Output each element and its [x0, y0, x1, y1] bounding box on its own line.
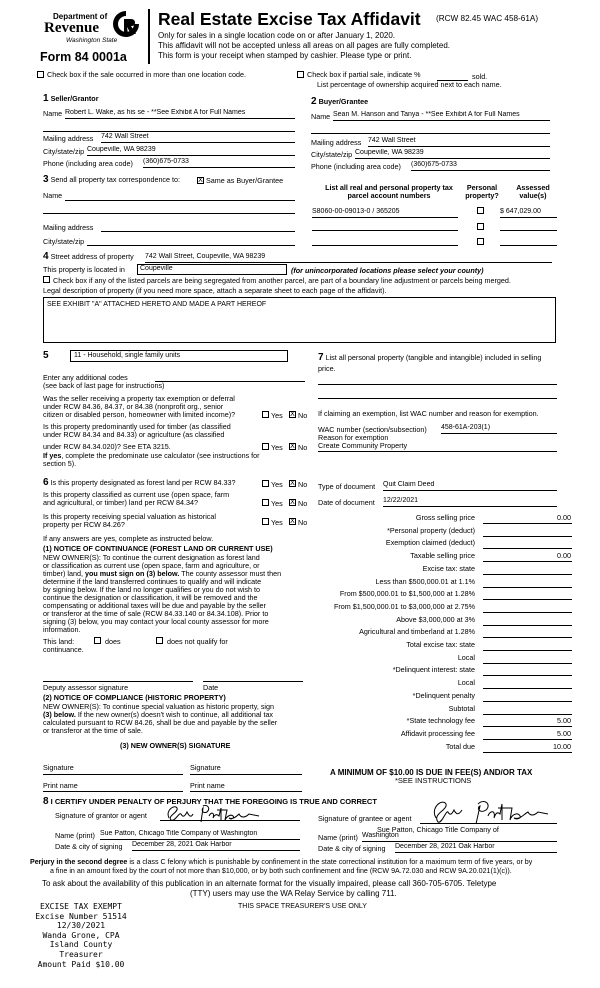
- tax-row-line: [483, 612, 572, 613]
- tax-row-line: [483, 561, 572, 562]
- perjury-line2: a fine in an amount fixed by the court of not more than $10,000, or by both such confinement and fine (RCW 9A.72.030 and RCW 9A.20.021(1)(c)).: [50, 867, 512, 875]
- tax-row-line: [483, 625, 572, 626]
- street-field[interactable]: 742 Wall Street, Coupeville, WA 98239: [145, 253, 552, 263]
- stamp-line5: Island County Treasurer: [49, 940, 113, 959]
- buyer-phone-label: Phone (including area code): [311, 162, 401, 171]
- seller-city-field[interactable]: Coupeville, WA 98239: [87, 146, 295, 156]
- rcw-ref: (RCW 82.45 WAC 458-61A): [436, 14, 539, 23]
- new-owner-sig2-line[interactable]: [190, 774, 302, 775]
- notice1-line6: continue the designation or classification, it will be removed and the: [43, 593, 258, 602]
- doc-date-field[interactable]: 12/22/2021: [383, 497, 557, 507]
- grantee-print-label: Name (print): [318, 833, 358, 842]
- notice1-line5: by signing below. If the land no longer qualifies or you do not wish to: [43, 585, 260, 594]
- q6-3-yes-label: Yes: [271, 518, 283, 527]
- tax-row-value[interactable]: 0.00: [557, 513, 571, 522]
- grantor-print-label: Name (print): [55, 831, 95, 840]
- same-as-checkmark: X: [198, 177, 203, 184]
- q6-2-no-checkbox[interactable]: [289, 499, 296, 506]
- section7-num: 7: [318, 352, 324, 363]
- q6-3-no-label: No: [298, 518, 308, 527]
- new-owner-print1-label: Print name: [43, 781, 78, 790]
- tax-row-line: [483, 650, 572, 651]
- tax-row-label: Affidavit processing fee: [400, 728, 475, 738]
- addl-codes-label: Enter any additional codes: [43, 373, 128, 382]
- section2-num: 2: [311, 96, 317, 107]
- segregated-checkbox[interactable]: [43, 276, 50, 283]
- q6-3-line2: property per RCW 84.26?: [43, 520, 125, 529]
- form-number: Form 84 0001a: [40, 50, 127, 64]
- tax-row-label: Exemption claimed (deduct): [385, 538, 475, 548]
- q5-2-no-mark: X: [290, 443, 295, 450]
- tax-row-label: *Delinquent interest: state: [392, 665, 475, 675]
- seller-mailing-field[interactable]: 742 Wall Street: [101, 133, 295, 143]
- personal-3-checkbox[interactable]: [477, 238, 484, 245]
- q5-2-line2: under RCW 84.34 and 84.33) or agriculture (as classified: [43, 430, 225, 439]
- tax-row-label: Local: [457, 678, 475, 688]
- tax-row-line: [483, 752, 572, 753]
- q6-2-no-label: No: [298, 499, 308, 508]
- notice1-line1: NEW OWNER(S): To continue the current designation as forest land: [43, 553, 260, 562]
- notice1-line7: compensating or additional taxes will be due and payable by the seller: [43, 601, 266, 610]
- stamp-line6: Amount Paid $10.00: [37, 959, 125, 969]
- tax-row-label: From $500,000.01 to $1,500,000 at 1.28%: [339, 589, 475, 599]
- deputy-sig-label: Deputy assessor signature: [43, 683, 129, 692]
- notice2-line1: NEW OWNER(S): To continue special valuation as historic property, sign: [43, 702, 275, 711]
- buyer-name-line2: [311, 133, 550, 134]
- new-owner-print1-line[interactable]: [43, 791, 183, 792]
- wac-label: WAC number (section/subsection): [318, 425, 427, 434]
- tax-row-line: [483, 739, 572, 740]
- notice1-line9: signing (3) below, you may contact your local county assessor for more: [43, 617, 269, 626]
- q5-2-yes-label: Yes: [271, 443, 283, 452]
- tax-row-value[interactable]: 10.00: [553, 741, 571, 751]
- dept-line3: Washington State: [66, 37, 118, 44]
- notice2-line4: or transferor at the time of sale.: [43, 726, 143, 735]
- q6-2-no-mark: X: [290, 499, 295, 506]
- buyer-city-field[interactable]: Coupeville, WA 98239: [355, 149, 550, 159]
- corr-name-line2: [43, 213, 295, 214]
- new-owner-sig1-line[interactable]: [43, 774, 183, 775]
- q5-1-line3: citizen or disabled person, homeowner with limited income)?: [43, 410, 236, 419]
- tax-row-line: [483, 726, 572, 727]
- section1-title: Seller/Grantor: [50, 94, 99, 103]
- assessed-3-line: [500, 245, 557, 246]
- perjury-text1: is a class C felony which is punishable by confinement in the state correctional institution for a maximum term of five years, or by: [127, 858, 533, 866]
- grantee-print-line1: Sue Patton, Chicago Title Company of: [377, 825, 499, 834]
- parcel-2-line: [312, 230, 458, 231]
- header-note2: This affidavit will not be accepted unless all areas on all pages are fully completed.: [158, 41, 451, 50]
- dept-line1: Department of: [53, 12, 108, 21]
- buyer-name-field[interactable]: Sean M. Hanson and Tanya - **See Exhibit A for Full Names: [333, 111, 550, 121]
- addl-codes-label2: (see back of last page for instructions): [43, 381, 165, 390]
- notice1-title: (1) NOTICE OF CONTINUANCE (FOREST LAND OR CURRENT USE): [43, 544, 273, 553]
- legal-label: Legal description of property (if you need more space, attach a separate sheet to each page of the affidavit).: [43, 286, 387, 295]
- seller-city-label: City/state/zip: [43, 147, 85, 156]
- tax-row-label: Gross selling price: [415, 513, 475, 522]
- section1-heading: [43, 93, 99, 105]
- q6-1-yes-checkbox[interactable]: [262, 480, 269, 487]
- partial-sale-label: Check box if partial sale, indicate %: [307, 70, 421, 79]
- segregated-label: Check box if any of the listed parcels are being segregated from another parcel, are part of a boundary line adjustment or parcels being merged.: [53, 276, 511, 285]
- section3-heading: [43, 174, 180, 186]
- grantee-date-field[interactable]: December 28, 2021 Oak Harbor: [395, 843, 557, 853]
- buyer-city-label: City/state/zip: [311, 150, 353, 159]
- assessed-2-line: [500, 230, 557, 231]
- partial-sale-checkbox[interactable]: [297, 71, 304, 78]
- section5-num: 5: [43, 350, 49, 361]
- addl-codes-line: [155, 381, 305, 382]
- any-yes-note: If any answers are yes, complete as instructed below.: [43, 534, 214, 543]
- tax-row-line: [483, 675, 572, 676]
- seller-name-label: Name: [43, 109, 63, 118]
- tax-row-label: Total due: [445, 741, 475, 751]
- buyer-name-label: Name: [311, 112, 331, 121]
- q5-1-no-label: No: [298, 411, 308, 420]
- doc-date-label: Date of document: [318, 498, 375, 507]
- corr-mailing-label: Mailing address: [43, 223, 94, 232]
- header-divider: [148, 9, 150, 64]
- deputy-date-label: Date: [203, 683, 219, 692]
- does-label: does: [105, 637, 121, 646]
- corr-mailing-line: [101, 231, 295, 232]
- alt-format-line2: (TTY) users may use the WA Relay Service by calling 711.: [190, 889, 397, 898]
- q6-3-no-mark: X: [290, 518, 295, 525]
- grantor-date-label: Date & city of signing: [55, 842, 123, 851]
- q6-2-line2: and agricultural, or timber) land per RCW 84.34?: [43, 498, 199, 507]
- assessed-col-header: Assessed value(s): [516, 183, 550, 201]
- notice2-line2: (3) below. If the new owner(s) doesn't wish to continue, all additional tax: [43, 710, 274, 719]
- tax-row-label: Total excise tax: state: [406, 640, 475, 649]
- land-use-code-select[interactable]: 11 - Household, single family units: [70, 350, 288, 362]
- tax-row-label: Above $3,000,000 at 3%: [396, 614, 475, 624]
- q5-2-line1: Is this property predominantly used for timber (as classified: [43, 422, 231, 431]
- wac-field[interactable]: 458-61A-203(1): [441, 424, 557, 434]
- buyer-mailing-label: Mailing address: [311, 138, 362, 147]
- tax-row-line: [483, 637, 572, 638]
- section7-heading: [318, 352, 541, 364]
- q6-1-text: Is this property designated as forest land per RCW 84.33?: [50, 478, 236, 487]
- tax-row-line: [483, 714, 572, 715]
- q6-1-yes-label: Yes: [271, 480, 283, 489]
- continuance-label: continuance.: [43, 645, 84, 654]
- tax-row-label: Less than $500,000.01 at 1.1%: [375, 576, 475, 586]
- parcel-1-field[interactable]: S8060-00-09013-0 / 365205: [312, 208, 458, 218]
- grantee-print-field[interactable]: Washington: [362, 832, 557, 842]
- see-instructions-note: *SEE INSTRUCTIONS: [395, 776, 472, 785]
- section6-heading: [43, 477, 236, 489]
- section1-num: 1: [43, 93, 49, 104]
- multi-location-checkbox[interactable]: [37, 71, 44, 78]
- dept-line2: Revenue: [44, 20, 99, 36]
- assessed-1-field[interactable]: $ 647,029.00: [500, 208, 557, 218]
- legal-description-field[interactable]: SEE EXHIBIT "A" ATTACHED HERETO AND MADE A PART HEREOF: [43, 297, 556, 343]
- tax-row-label: Local: [457, 652, 475, 662]
- deputy-date-line[interactable]: [203, 681, 303, 682]
- q6-3-yes-checkbox[interactable]: [262, 518, 269, 525]
- perjury-bold: Perjury in the second degree: [30, 858, 128, 866]
- notice1-line4: determine if the land transferred continues to qualify and will indicate: [43, 577, 262, 586]
- section6-num: 6: [43, 477, 49, 488]
- q5-1-line1: Was the seller receiving a property tax exemption or deferral: [43, 394, 235, 403]
- notice2-title: (2) NOTICE OF COMPLIANCE (HISTORIC PROPERTY): [43, 693, 226, 702]
- q5-2-note1: If yes, complete the predominate use calculator (see instructions for: [43, 451, 260, 460]
- located-label: This property is located in: [43, 265, 125, 274]
- sig-grantee-label: Signature of grantee or agent: [318, 814, 412, 823]
- seller-name-line2: [43, 131, 295, 132]
- q5-2-line3: under RCW 84.34.020)? See ETA 3215.: [43, 442, 171, 451]
- personal-2-checkbox[interactable]: [477, 223, 484, 230]
- q5-2-no-label: No: [298, 443, 308, 452]
- buyer-mailing-field[interactable]: 742 Wall Street: [368, 137, 550, 147]
- seller-name-field[interactable]: Robert L. Wake, as his se - **See Exhibit A for Full Names: [65, 109, 295, 119]
- dor-logo-icon: [110, 9, 142, 39]
- section8-num: 8: [43, 796, 49, 807]
- this-land-label: This land:: [43, 637, 75, 646]
- certify-text: I CERTIFY UNDER PENALTY OF PERJURY THAT THE FOREGOING IS TRUE AND CORRECT: [50, 797, 377, 806]
- notice1-line3: timber) land, you must sign on (3) below. The county assessor must then: [43, 569, 282, 578]
- tax-row-line: [483, 574, 572, 575]
- notice1-line8: or transferor at the time of sale (RCW 84.33.140 or 84.34.108). Prior to: [43, 609, 269, 618]
- header-note1: Only for sales in a single location code on or after January 1, 2020.: [158, 31, 396, 40]
- q5-1-line2: under RCW 84.36, 84.37, or 84.38 (nonprofit org., senior: [43, 402, 224, 411]
- list-pct-note: List percentage of ownership acquired next to each name.: [317, 80, 502, 89]
- reason-label: Reason for exemption: [318, 433, 389, 442]
- multi-location-label: Check box if the sale occurred in more than one location code.: [47, 70, 246, 79]
- tax-row-label: Excise tax: state: [422, 563, 475, 573]
- q5-2-note2: section 5).: [43, 459, 77, 468]
- sig-grantor-label: Signature of grantor or agent: [55, 811, 147, 820]
- grantor-date-field[interactable]: December 28, 2021 Oak Harbor: [132, 841, 300, 851]
- tax-row-value[interactable]: 0.00: [557, 551, 571, 561]
- tax-row-label: From $1,500,000.01 to $3,000,000 at 2.75%: [333, 601, 475, 611]
- tax-row-line: [483, 587, 572, 588]
- perjury-line1: [30, 858, 532, 866]
- q6-2-yes-label: Yes: [271, 499, 283, 508]
- located-select[interactable]: Coupeville: [137, 264, 287, 275]
- alt-format-line1: To ask about the availability of this publication in an alternate format for the visually impaired, please call 360-705-6705. Teletype: [42, 879, 497, 888]
- q6-2-line1: Is this property classified as current use (open space, farm: [43, 490, 230, 499]
- q5-1-no-checkbox[interactable]: [289, 411, 296, 418]
- q6-1-no-checkbox[interactable]: [289, 480, 296, 487]
- personal-col-header: Personal property?: [465, 183, 499, 201]
- personal-prop-line2[interactable]: [318, 398, 557, 399]
- tax-row-label: Taxable selling price: [410, 551, 475, 561]
- does-not-checkbox[interactable]: [156, 637, 163, 644]
- q6-1-no-mark: X: [290, 480, 295, 487]
- notice2-line3: calculated pursuant to RCW 84.26, shall be due and payable by the seller: [43, 718, 278, 727]
- notice1-line10: information.: [43, 625, 81, 634]
- section3-num: 3: [43, 174, 49, 185]
- tax-row-label: Agricultural and timberland at 1.28%: [359, 627, 475, 637]
- section4-num: 4: [43, 251, 49, 262]
- same-as-buyer-checkbox[interactable]: [197, 177, 204, 184]
- grantor-signature: [163, 800, 263, 824]
- corr-name-line: [65, 200, 295, 201]
- minimum-due-note: A MINIMUM OF $10.00 IS DUE IN FEE(S) AND/OR TAX: [330, 768, 533, 777]
- corr-city-line: [87, 245, 295, 246]
- header-note3: This form is your receipt when stamped by cashier. Please type or print.: [158, 51, 412, 60]
- new-owner-sig2-label: Signature: [190, 763, 221, 772]
- section7-text1: List all personal property (tangible and intangible) included in selling: [325, 353, 542, 362]
- new-owner-sig-title: (3) NEW OWNER(S) SIGNATURE: [120, 741, 231, 750]
- tax-row-label: *Personal property (deduct): [387, 525, 475, 535]
- tax-row-line: [483, 701, 572, 702]
- same-as-buyer-label: Same as Buyer/Grantee: [206, 176, 284, 185]
- q6-3-no-checkbox[interactable]: [289, 518, 296, 525]
- does-checkbox[interactable]: [94, 637, 101, 644]
- seller-phone-label: Phone (including area code): [43, 159, 133, 168]
- tax-row-line: [483, 688, 572, 689]
- section2-title: Buyer/Grantee: [318, 97, 369, 106]
- q5-1-yes-label: Yes: [271, 411, 283, 420]
- seller-phone-field[interactable]: (360)675-0733: [143, 158, 295, 168]
- treasurer-use-label: THIS SPACE TREASURER'S USE ONLY: [238, 903, 367, 910]
- tax-row-line: [483, 523, 572, 524]
- tax-row-label: *Delinquent penalty: [412, 690, 475, 700]
- personal-1-checkbox[interactable]: [477, 207, 484, 214]
- street-label: Street address of property: [50, 252, 134, 261]
- stamp-line4: Wanda Grone, CPA: [42, 930, 120, 940]
- treasurer-stamp: [30, 902, 132, 969]
- does-not-label: does not qualify for: [167, 637, 228, 646]
- tax-row-line: [483, 536, 572, 537]
- stamp-line2: Excise Number 51514: [35, 911, 127, 921]
- exemption-label: If claiming an exemption, list WAC number and reason for exemption.: [318, 409, 539, 418]
- tax-row-value[interactable]: 5.00: [557, 716, 571, 726]
- stamp-line3: 12/30/2021: [56, 921, 106, 931]
- doc-type-label: Type of document: [318, 482, 376, 491]
- stamp-line1: EXCISE TAX EXEMPT: [40, 902, 122, 911]
- grantee-signature: [426, 796, 551, 826]
- buyer-phone-field[interactable]: (360)675-0733: [411, 161, 550, 171]
- section3-text: Send all property tax correspondence to:: [50, 175, 181, 184]
- parcel-col-header: List all real and personal property tax parcel account numbers: [325, 183, 453, 201]
- deputy-sig-line[interactable]: [43, 681, 193, 682]
- tax-row-label: *State technology fee: [406, 716, 475, 726]
- seller-mailing-label: Mailing address: [43, 134, 94, 143]
- parcel-3-line: [312, 245, 458, 246]
- q5-1-no-mark: X: [290, 411, 295, 418]
- corr-name-label: Name: [43, 191, 63, 200]
- q5-2-no-checkbox[interactable]: [289, 443, 296, 450]
- q5-1-yes-checkbox[interactable]: [262, 411, 269, 418]
- section2-heading: [311, 96, 368, 108]
- grantor-print-field[interactable]: Sue Patton, Chicago Title Company of Washington: [100, 830, 300, 840]
- tax-row-line: [483, 599, 572, 600]
- personal-prop-line1[interactable]: [318, 384, 557, 385]
- new-owner-print2-label: Print name: [190, 781, 225, 790]
- reason-value[interactable]: Create Community Property: [318, 441, 408, 450]
- q5-2-yes-checkbox[interactable]: [262, 443, 269, 450]
- q6-2-yes-checkbox[interactable]: [262, 499, 269, 506]
- section7-text2: price.: [318, 364, 336, 373]
- new-owner-sig1-label: Signature: [43, 763, 74, 772]
- tax-row-value[interactable]: 5.00: [557, 728, 571, 738]
- corr-city-label: City/state/zip: [43, 237, 85, 246]
- notice1-line2: or classification as current use (open space, farm and agriculture, or: [43, 561, 260, 570]
- section4-heading: [43, 251, 134, 263]
- q6-1-no-label: No: [298, 480, 308, 489]
- tax-row-label: Subtotal: [448, 703, 475, 713]
- reason-line: [318, 451, 557, 452]
- page-title: Real Estate Excise Tax Affidavit: [158, 9, 421, 29]
- doc-type-field[interactable]: Quit Claim Deed: [383, 481, 557, 491]
- new-owner-print2-line[interactable]: [190, 791, 302, 792]
- unincorp-note: (for unincorporated locations please select your county): [291, 266, 484, 275]
- grantee-date-label: Date & city of signing: [318, 844, 386, 853]
- tax-row-line: [483, 663, 572, 664]
- tax-row-line: [483, 548, 572, 549]
- q6-3-line1: Is this property receiving special valuation as historical: [43, 512, 216, 521]
- sold-label: sold.: [472, 72, 488, 81]
